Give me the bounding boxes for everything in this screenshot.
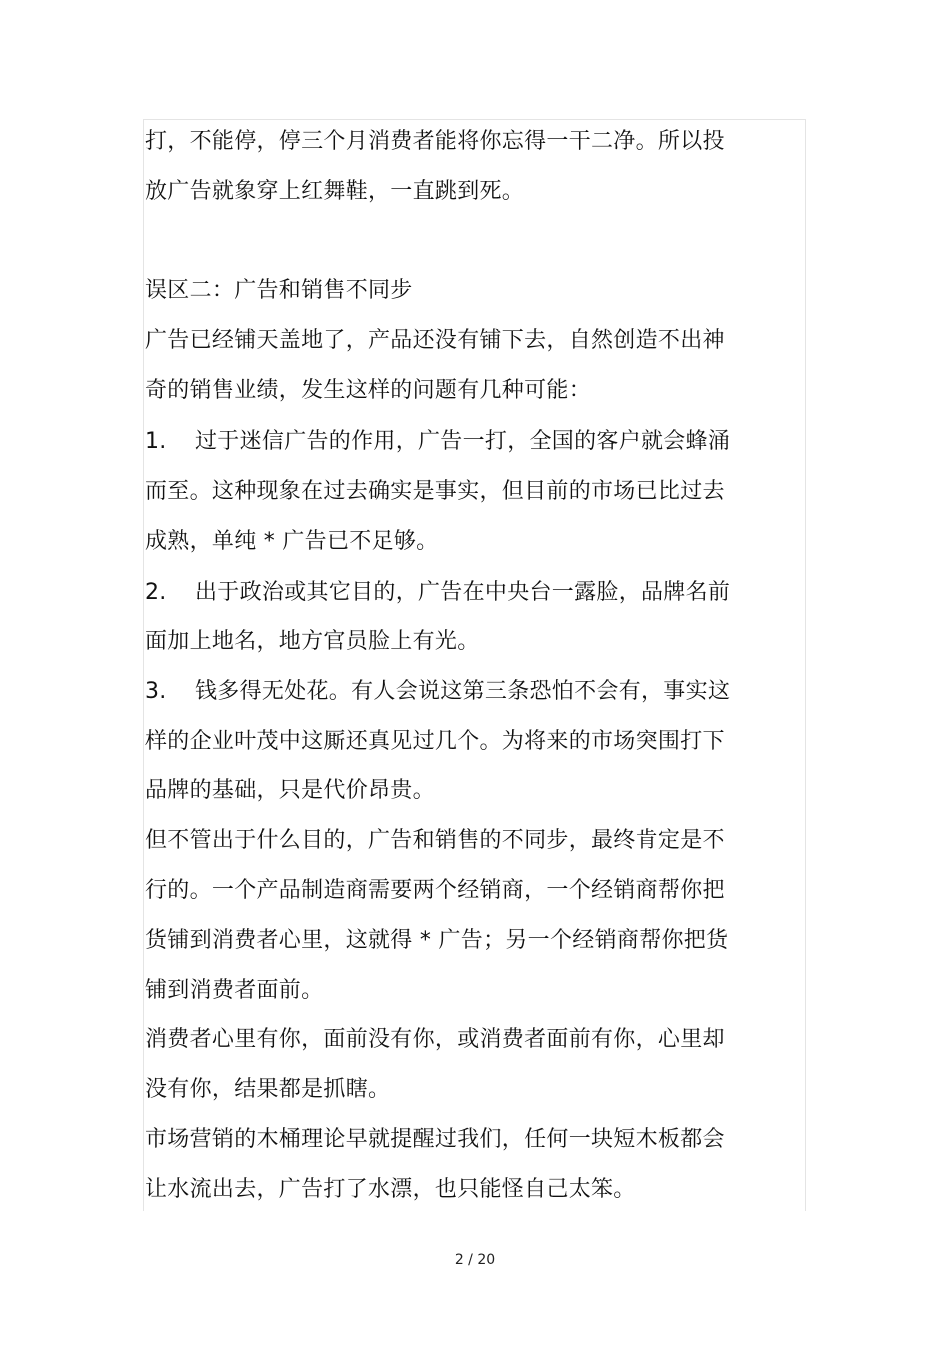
list-item xyxy=(145,578,730,608)
text-line: 铺到消费者面前。 xyxy=(145,978,324,1003)
list-item xyxy=(145,427,730,457)
text-line: 让水流出去，广告打了水漂，也只能怪自己太笨。 xyxy=(145,1177,636,1202)
list-item-text: 出于政治或其它目的，广告在中央台一露脸，品牌名前 xyxy=(195,580,731,605)
text-line: 行的。一个产品制造商需要两个经销商，一个经销商帮你把 xyxy=(145,878,725,903)
list-item-text: 钱多得无处花。有人会说这第三条恐怕不会有，事实这 xyxy=(195,679,731,704)
list-item xyxy=(145,677,730,707)
text-line: 放广告就象穿上红舞鞋，一直跳到死。 xyxy=(145,179,525,204)
text-line: 奇的销售业绩，发生这样的问题有几种可能： xyxy=(145,378,592,403)
text-line: 面加上地名，地方官员脸上有光。 xyxy=(145,629,480,654)
text-line: 货铺到消费者心里，这就得 * 广告；另一个经销商帮你把货 xyxy=(145,928,729,953)
list-number: 3. xyxy=(145,679,167,704)
text-line: 广告已经铺天盖地了，产品还没有铺下去，自然创造不出神 xyxy=(145,328,725,353)
page-number: 2 / 20 xyxy=(454,1252,496,1268)
text-line: 样的企业叶茂中这厮还真见过几个。为将来的市场突围打下 xyxy=(145,729,725,754)
section-heading: 误区二：广告和销售不同步 xyxy=(145,278,413,303)
text-line: 而至。这种现象在过去确实是事实，但目前的市场已比过去 xyxy=(145,479,725,504)
text-line: 没有你，结果都是抓瞎。 xyxy=(145,1077,391,1102)
text-line: 品牌的基础，只是代价昂贵。 xyxy=(145,778,435,803)
text-line: 成熟，单纯 * 广告已不足够。 xyxy=(145,529,439,554)
list-number: 1. xyxy=(145,429,167,454)
text-line: 市场营销的木桶理论早就提醒过我们，任何一块短木板都会 xyxy=(145,1127,725,1152)
list-item-text: 过于迷信广告的作用，广告一打，全国的客户就会蜂涌 xyxy=(195,429,731,454)
text-line: 消费者心里有你，面前没有你，或消费者面前有你，心里却 xyxy=(145,1027,725,1052)
text-line: 但不管出于什么目的，广告和销售的不同步，最终肯定是不 xyxy=(145,828,725,853)
list-number: 2. xyxy=(145,580,167,605)
text-line: 打，不能停，停三个月消费者能将你忘得一干二净。所以投 xyxy=(145,129,725,154)
